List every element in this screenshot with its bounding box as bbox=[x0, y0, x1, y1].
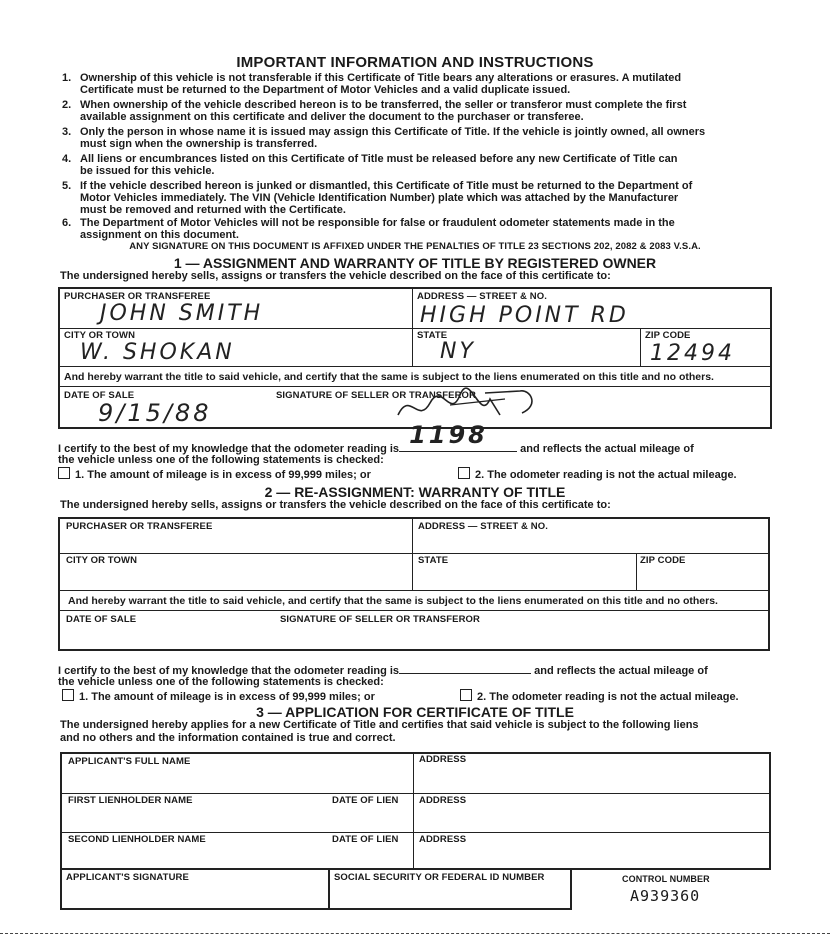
instruction-2: 2. When ownership of the vehicle described hereon is to be transferred, the seller or transferor must complete the first available assignment on this certificate and deliver the document to the purchaser or transferee. bbox=[62, 99, 687, 123]
section2-heading: 2 — RE-ASSIGNMENT: WARRANTY OF TITLE bbox=[264, 484, 566, 500]
s3-date-lien-label-1: DATE OF LIEN bbox=[332, 795, 399, 806]
s1-zip-field[interactable]: 12494 bbox=[650, 341, 735, 366]
instruction-5: 5. If the vehicle described hereon is junked or dismantled, this Certificate of Title must be returned to the Department of Motor Vehicles immediately. The VIN (Vehicle Identification Number) plate which was attached by the Manufacturer must be removed and returned with the Certificate. bbox=[62, 180, 693, 216]
s2-option1: 1. The amount of mileage is in excess of 99,999 miles; or bbox=[62, 689, 375, 703]
s3-address-label-3: ADDRESS bbox=[419, 834, 467, 845]
s2-odometer-field[interactable] bbox=[399, 663, 531, 674]
s1-option1-checkbox[interactable] bbox=[58, 467, 70, 479]
s2-address-label: ADDRESS — STREET & NO. bbox=[418, 521, 548, 532]
section3-intro-2: and no others and the information contained is true and correct. bbox=[60, 732, 396, 744]
s2-odometer-cert: I certify to the best of my knowledge that the odometer reading is and reflects the actual mileage of bbox=[58, 665, 708, 677]
s2-zip-label: ZIP CODE bbox=[640, 555, 686, 566]
s1-purchaser-label: PURCHASER OR TRANSFEREE bbox=[64, 291, 211, 302]
s3-ssn-box[interactable] bbox=[328, 868, 572, 910]
s3-second-lien-label: SECOND LIENHOLDER NAME bbox=[68, 834, 206, 845]
s1-date-field[interactable]: 9/15/88 bbox=[98, 399, 212, 427]
s2-city-label: CITY OR TOWN bbox=[66, 555, 138, 566]
section3-heading: 3 — APPLICATION FOR CERTIFICATE OF TITLE bbox=[256, 704, 574, 720]
s3-signature-label: APPLICANT'S SIGNATURE bbox=[66, 872, 189, 883]
s1-odometer-field[interactable]: 1198 bbox=[409, 421, 488, 449]
section1-form bbox=[58, 287, 772, 429]
control-number: A939360 bbox=[630, 887, 701, 905]
s2-cert-line2: the vehicle unless one of the following statements is checked: bbox=[58, 676, 384, 688]
s2-option1-checkbox[interactable] bbox=[62, 689, 74, 701]
s1-odometer-cert: I certify to the best of my knowledge that the odometer reading is 1198 and reflects the actual mileage of bbox=[58, 421, 694, 455]
section2-form bbox=[58, 517, 770, 651]
section1-heading: 1 — ASSIGNMENT AND WARRANTY OF TITLE BY REGISTERED OWNER bbox=[173, 255, 657, 271]
s1-option1: 1. The amount of mileage is in excess of 99,999 miles; or bbox=[58, 467, 371, 481]
section2-intro: The undersigned hereby sells, assigns or transfers the vehicle described on the face of this certificate to: bbox=[60, 499, 611, 511]
s3-applicant-name-label: APPLICANT'S FULL NAME bbox=[68, 756, 191, 767]
s2-state-label: STATE bbox=[418, 555, 449, 566]
page-title: IMPORTANT INFORMATION AND INSTRUCTIONS bbox=[236, 54, 594, 71]
s1-signature-label: SIGNATURE OF SELLER OR TRANSFEROR bbox=[276, 390, 476, 401]
s2-option2: 2. The odometer reading is not the actual mileage. bbox=[460, 689, 739, 703]
s1-zip-label: ZIP CODE bbox=[645, 330, 691, 341]
s1-warrant-text: And hereby warrant the title to said vehicle, and certify that the same is subject to the liens enumerated on this title and no others. bbox=[64, 371, 714, 383]
s3-address-label-1: ADDRESS bbox=[419, 754, 467, 765]
s1-city-field[interactable]: W. SHOKAN bbox=[80, 340, 235, 365]
control-number-label: CONTROL NUMBER bbox=[622, 874, 710, 884]
s1-option2: 2. The odometer reading is not the actual mileage. bbox=[458, 467, 737, 481]
s3-ssn-label: SOCIAL SECURITY OR FEDERAL ID NUMBER bbox=[334, 872, 545, 883]
s3-first-lien-label: FIRST LIENHOLDER NAME bbox=[68, 795, 193, 806]
s2-signature-label: SIGNATURE OF SELLER OR TRANSFEROR bbox=[280, 614, 480, 625]
instruction-3: 3. Only the person in whose name it is issued may assign this Certificate of Title. If the vehicle is jointly owned, all owners must sign when the ownership is transferred. bbox=[62, 126, 706, 150]
s1-cert-line2: the vehicle unless one of the following statements is checked: bbox=[58, 454, 384, 466]
instruction-4: 4. All liens or encumbrances listed on this Certificate of Title must be released before any new Certificate of Title can be issued for this vehicle. bbox=[62, 153, 678, 177]
s1-address-label: ADDRESS — STREET & NO. bbox=[417, 291, 547, 302]
perforation-line bbox=[0, 933, 830, 934]
s1-purchaser-field[interactable]: JOHN SMITH bbox=[100, 301, 264, 326]
s2-option2-checkbox[interactable] bbox=[460, 689, 472, 701]
instruction-1: 1. Ownership of this vehicle is not transferable if this Certificate of Title bears any alterations or erasures. A mutilated Certificate must be returned to the Department of Motor Vehicles and a valid duplicate issued. bbox=[62, 72, 682, 96]
s1-state-label: STATE bbox=[417, 330, 448, 341]
section1-intro: The undersigned hereby sells, assigns or transfers the vehicle described on the face of this certificate to: bbox=[60, 270, 611, 282]
s1-option2-checkbox[interactable] bbox=[458, 467, 470, 479]
s2-purchaser-label: PURCHASER OR TRANSFEREE bbox=[66, 521, 213, 532]
s1-date-label: DATE OF SALE bbox=[64, 390, 135, 401]
s3-address-label-2: ADDRESS bbox=[419, 795, 467, 806]
s2-warrant-text: And hereby warrant the title to said vehicle, and certify that the same is subject to the liens enumerated on this title and no others. bbox=[68, 595, 718, 607]
s2-date-label: DATE OF SALE bbox=[66, 614, 137, 625]
s3-date-lien-label-2: DATE OF LIEN bbox=[332, 834, 399, 845]
s1-state-field[interactable]: NY bbox=[440, 339, 476, 364]
s1-address-field[interactable]: HIGH POINT RD bbox=[420, 303, 629, 328]
instruction-6: 6. The Department of Motor Vehicles will not be responsible for false or fraudulent odometer statements made in the assignment on this document. bbox=[62, 217, 675, 241]
s3-applicant-signature-box[interactable] bbox=[60, 868, 330, 910]
section3-intro-1: The undersigned hereby applies for a new Certificate of Title and certifies that said vehicle is subject to the following liens bbox=[60, 719, 699, 731]
penalty-notice: ANY SIGNATURE ON THIS DOCUMENT IS AFFIXED UNDER THE PENALTIES OF TITLE 23 SECTIONS 202, 2082 & 2083 V.S.A. bbox=[129, 241, 701, 252]
s1-city-label: CITY OR TOWN bbox=[64, 330, 136, 341]
section3-form bbox=[60, 752, 771, 870]
